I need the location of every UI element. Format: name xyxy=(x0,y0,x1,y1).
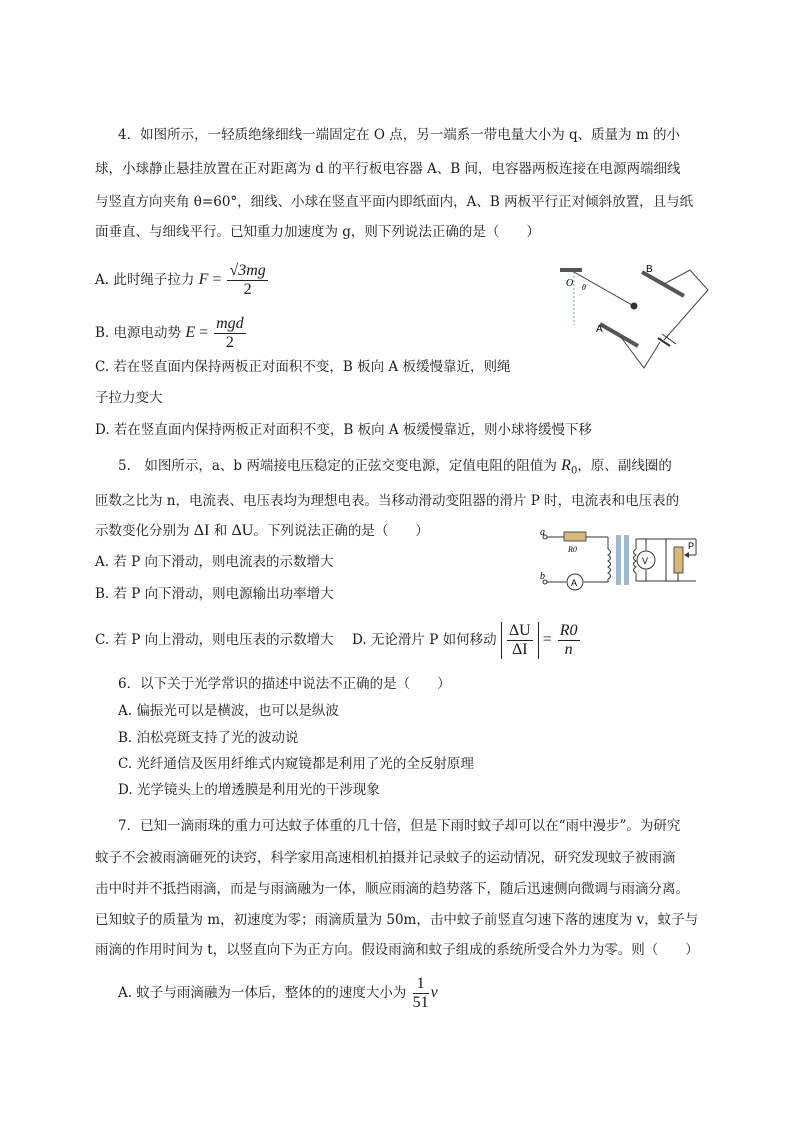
q5-delta-u: ΔU xyxy=(231,522,254,539)
q4-line-3: 与竖直方向夹角 θ=60°，细线、小球在竖直平面内即纸面内，A、B 两板平行正对倾斜放置，且与纸 xyxy=(95,194,694,210)
q5-r0-subscript: 0 xyxy=(570,465,578,477)
q4-option-a-lhs: F xyxy=(198,271,209,288)
q7-option-a-fraction xyxy=(413,975,429,1012)
q4-option-a-numerator: √3mg xyxy=(229,262,266,279)
q7-line-1: 7．已知一滴雨珠的重力可达蚊子体重的几十倍，但是下雨时蚊子却可以在“雨中漫步”。为研究 xyxy=(118,818,681,834)
q5-option-b: B. 若 P 向下滑动，则电源输出功率增大 xyxy=(95,586,334,602)
q5-option-d-text: D. 无论滑片 P 如何移动 xyxy=(352,632,497,648)
q5-r0-symbol: R xyxy=(561,457,571,474)
q4-option-a: A. 此时绳子拉力 F = $\frac{√3mg}{2}$ xyxy=(95,262,266,298)
q5-line-2: 匝数之比为 n，电流表、电压表均为理想电表。当移动滑动变阻器的滑片 P 时，电流表和电压表的 xyxy=(95,493,680,509)
q6-option-a: A. 偏振光可以是横波，也可以是纵波 xyxy=(118,703,339,719)
q4-option-b-fraction xyxy=(214,315,246,352)
q5-option-d: D. 无论滑片 P 如何移动 $\frac{\Delta U}{\Delta I}$ = $\frac{R0}{n}$ xyxy=(352,622,578,658)
q5-line-1-tail: ，原、副线圈的 xyxy=(577,458,672,474)
q6-stem: 6．以下关于光学常识的描述中说法不正确的是（ ） xyxy=(118,676,451,692)
q4-option-b-lhs: E xyxy=(185,324,196,341)
q5-line-3 xyxy=(95,521,429,541)
fig-label-slider-p: P xyxy=(688,541,695,551)
q5-line-3-tail: 。下列说法正确的是（ ） xyxy=(253,523,429,539)
q4-line-1: 4．如图所示，一轻质绝缘细线一端固定在 O 点，另一端系一带电量大小为 q、质量为 m 的小 xyxy=(118,127,681,143)
fig-label-a: A xyxy=(596,324,603,335)
q5-option-d-denominator: ΔI xyxy=(512,641,528,658)
q4-option-c-line-2: 子拉力变大 xyxy=(95,390,163,406)
q4-line-4: 面垂直、与细线平行。已知重力加速度为 g，则下列说法正确的是（ ） xyxy=(95,224,540,240)
q4-option-b: B. 电源电动势 E = $\frac{\text{mgd}}{2}$ xyxy=(95,315,244,351)
q7-line-5: 雨滴的作用时间为 t，以竖直向下为正方向。假设雨滴和蚊子组成的系统所受合外力为零。则（ ） xyxy=(95,942,699,958)
q5-option-d-fraction xyxy=(507,622,533,659)
fig-label-b: B xyxy=(646,264,653,275)
q4-option-a-text: A. 此时绳子拉力 xyxy=(95,272,195,288)
q4-option-c-line-1: C. 若在竖直面内保持两板正对面积不变，B 板向 A 板缓慢靠近，则绳 xyxy=(95,359,511,375)
q7-line-2: 蚊子不会被雨滴砸死的诀窍，科学家用高速相机拍摄并记录蚊子的运动情况，研究发现蚊子被雨滴 xyxy=(95,850,676,866)
q5-line-1 xyxy=(118,456,672,482)
q5-option-d-rhs-numerator: R0 xyxy=(559,622,578,639)
q5-line-1-text: 5. 如图所示，a、b 两端接电压稳定的正弦交变电源，定值电阻的阻值为 xyxy=(118,458,557,474)
q7-line-3: 击中时并不抵挡雨滴，而是与雨滴融为一体，顺应雨滴的趋势落下，随后迅速侧向微调与雨滴分离。 xyxy=(95,881,689,897)
q5-option-d-numerator: ΔU xyxy=(508,622,531,639)
q4-capacitor-figure xyxy=(556,260,716,375)
fig-label-voltmeter: V xyxy=(642,556,649,566)
q5-option-d-abs xyxy=(501,622,539,659)
q6-option-b: B. 泊松亮斑支持了光的波动说 xyxy=(118,730,299,746)
q4-option-b-text: B. 电源电动势 xyxy=(95,325,182,341)
q4-option-b-numerator: mgd xyxy=(216,315,244,332)
q6-option-c: C. 光纤通信及医用纤维式内窥镜都是利用了光的全反射原理 xyxy=(118,756,474,772)
q4-option-a-fraction xyxy=(227,262,267,299)
fig-label-ammeter: A xyxy=(571,578,578,588)
q7-option-a xyxy=(118,975,438,1012)
q7-option-a-v: v xyxy=(430,984,438,1001)
q4-option-d: D. 若在竖直面内保持两板正对面积不变，B 板向 A 板缓慢靠近，则小球将缓慢下移 xyxy=(95,422,592,438)
q5-line-3-and: 和 xyxy=(213,523,228,539)
q4-option-a-denominator: 2 xyxy=(243,281,252,298)
q7-option-a-numerator: 1 xyxy=(413,975,429,994)
q6-option-d: D. 光学镜头上的增透膜是利用光的干涉现象 xyxy=(118,782,380,798)
q5-option-d-rhs-denominator: n xyxy=(564,641,573,658)
q5-transformer-figure xyxy=(538,525,716,593)
q7-option-a-denominator: 51 xyxy=(412,994,429,1011)
q5-line-3-text: 示数变化分别为 xyxy=(95,523,190,539)
fig-label-r0: R0 xyxy=(568,545,577,554)
fig-label-theta: θ xyxy=(582,283,586,292)
q4-option-b-denominator: 2 xyxy=(225,334,234,351)
q5-delta-i: ΔI xyxy=(193,522,210,539)
fig-label-terminal-a: a xyxy=(540,527,545,538)
q5-option-c: C. 若 P 向上滑动，则电压表的示数增大 xyxy=(95,632,334,648)
q5-option-d-rhs xyxy=(558,622,580,659)
fig-label-terminal-b: b xyxy=(540,571,545,582)
q5-option-a: A. 若 P 向下滑动，则电流表的示数增大 xyxy=(95,554,334,570)
q4-line-2: 球，小球静止悬挂放置在正对距离为 d 的平行板电容器 A、B 间，电容器两板连接在电源两端细线 xyxy=(95,161,681,177)
q7-line-4: 已知蚊子的质量为 m，初速度为零；雨滴质量为 50m，击中蚊子前竖直匀速下落的速度为 v，蚊子与 xyxy=(95,912,699,928)
q7-option-a-text: A. 蚊子与雨滴融为一体后，整体的的速度大小为 xyxy=(118,985,407,1001)
fig-label-o: O xyxy=(566,278,574,289)
